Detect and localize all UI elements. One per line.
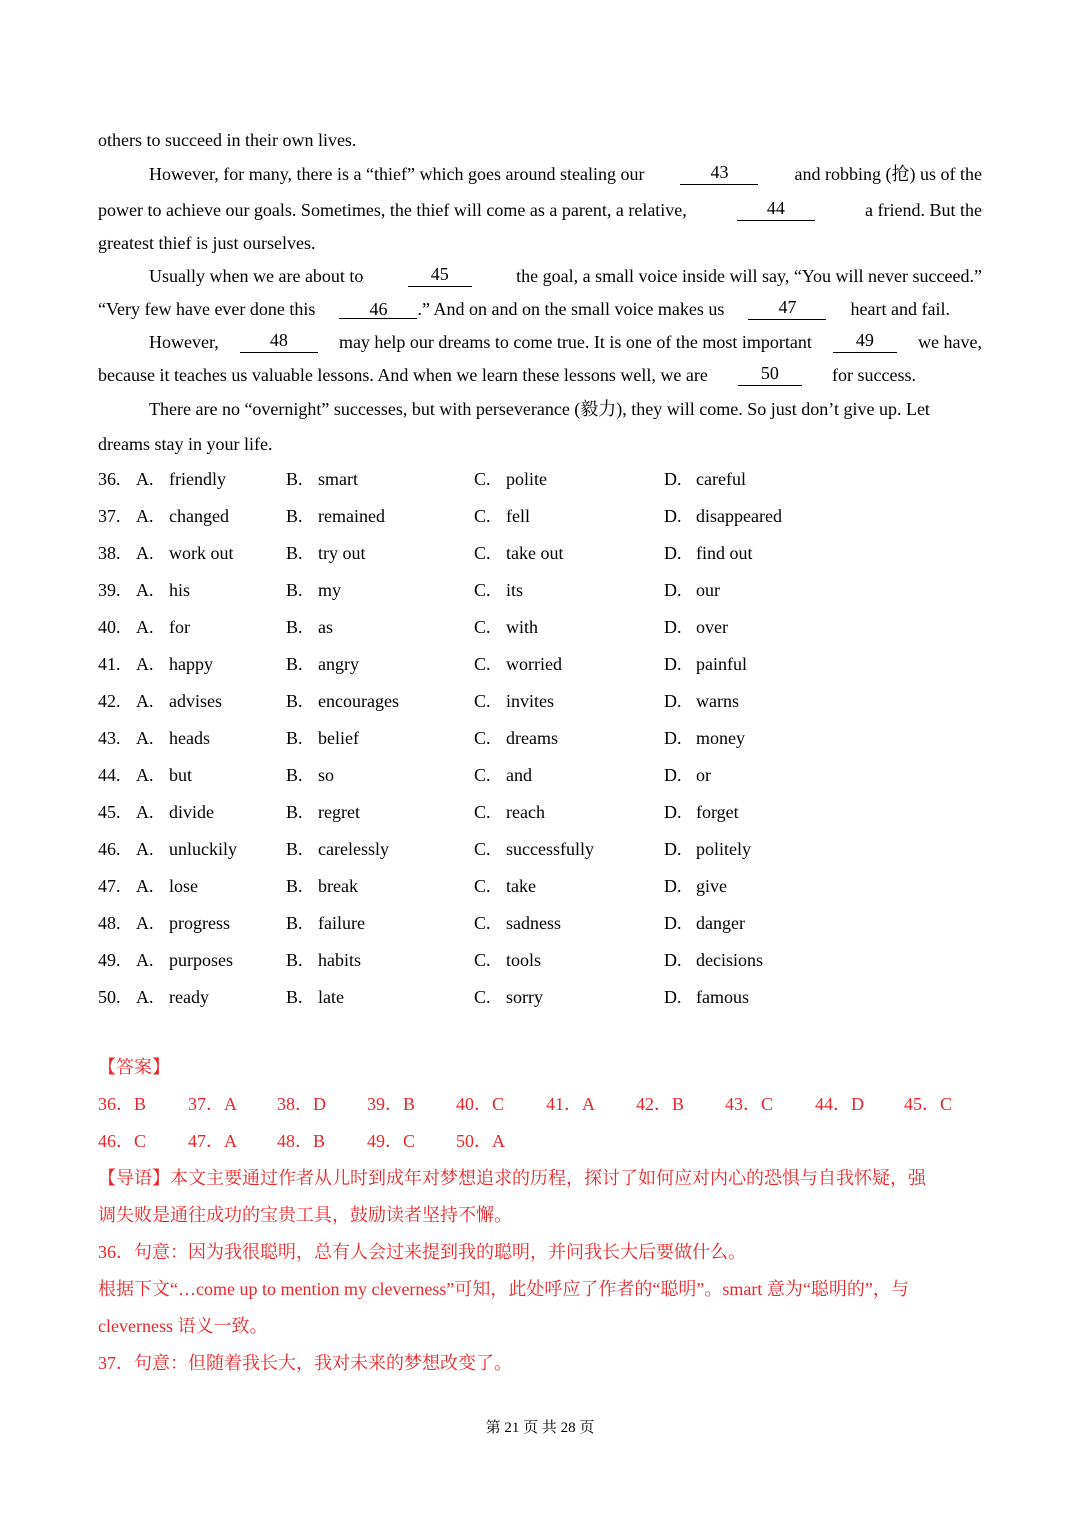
option-text: painful — [696, 654, 747, 674]
option-text: progress — [169, 913, 230, 933]
blank-50: 50 — [738, 364, 802, 386]
answer-item: 44．D — [815, 1094, 864, 1114]
option-letter: D. — [664, 839, 682, 859]
option-text: changed — [169, 506, 229, 526]
option-letter: B. — [286, 580, 303, 600]
question-number: 42. — [98, 691, 121, 711]
option-letter: D. — [664, 876, 682, 896]
option-text: unluckily — [169, 839, 237, 859]
option-text: and — [506, 765, 532, 785]
option-letter: A. — [136, 987, 154, 1007]
option-text: his — [169, 580, 191, 600]
option-letter: A. — [136, 728, 154, 748]
option-text: purposes — [169, 950, 233, 970]
option-letter: D. — [664, 765, 682, 785]
question-number: 49. — [98, 950, 121, 970]
option-text: our — [696, 580, 720, 600]
option-text: sadness — [506, 913, 561, 933]
option-text: dreams — [506, 728, 558, 748]
option-letter: D. — [664, 654, 682, 674]
option-letter: C. — [474, 654, 491, 674]
blank-49: 49 — [833, 331, 897, 353]
option-letter: A. — [136, 506, 154, 526]
option-letter: A. — [136, 913, 154, 933]
option-letter: B. — [286, 987, 303, 1007]
question-number: 41. — [98, 654, 121, 674]
blank-44: 44 — [737, 199, 815, 221]
option-text: forget — [696, 802, 739, 822]
option-text: as — [318, 617, 333, 637]
option-text: carelessly — [318, 839, 389, 859]
answer-item: 38．D — [277, 1094, 326, 1114]
option-text: famous — [696, 987, 749, 1007]
option-letter: A. — [136, 765, 154, 785]
blank-47: 47 — [748, 298, 826, 320]
option-text: disappeared — [696, 506, 782, 526]
option-letter: B. — [286, 765, 303, 785]
question-number: 40. — [98, 617, 121, 637]
option-text: tools — [506, 950, 542, 970]
option-letter: A. — [136, 876, 154, 896]
option-letter: C. — [474, 506, 491, 526]
option-text: late — [318, 987, 344, 1007]
option-text: take — [506, 876, 536, 896]
passage-line: Usually when we are about to 45 the goal, a small voice inside will say, “You will never succeed.” — [149, 264, 982, 286]
option-text: break — [318, 876, 358, 896]
option-letter: D. — [664, 543, 682, 563]
option-letter: B. — [286, 913, 303, 933]
option-text: but — [169, 765, 193, 785]
answer-item: 37．A — [188, 1094, 237, 1114]
option-text: decisions — [696, 950, 763, 970]
answer-item: 47．A — [188, 1131, 237, 1151]
option-text: or — [696, 765, 711, 785]
option-letter: A. — [136, 469, 154, 489]
option-letter: A. — [136, 580, 154, 600]
option-letter: B. — [286, 654, 303, 674]
question-number: 44. — [98, 765, 121, 785]
option-letter: D. — [664, 728, 682, 748]
option-text: its — [506, 580, 524, 600]
option-letter: B. — [286, 506, 303, 526]
passage-line: because it teaches us valuable lessons. And when we learn these lessons well, we are 50 for success. — [98, 363, 916, 385]
answer-item: 45．C — [904, 1094, 953, 1114]
question-number: 36. — [98, 469, 121, 489]
passage-line: However, for many, there is a “thief” which goes around stealing our 43 and robbing (抢) us of the — [149, 162, 982, 184]
option-text: divide — [169, 802, 214, 822]
option-letter: A. — [136, 543, 154, 563]
option-letter: B. — [286, 469, 303, 489]
analysis-line: 36．句意：因为我很聪明，总有人会过来提到我的聪明，并问我长大后要做什么。 — [98, 1242, 746, 1262]
option-text: danger — [696, 913, 745, 933]
option-letter: C. — [474, 469, 491, 489]
option-letter: D. — [664, 580, 682, 600]
option-text: sorry — [506, 987, 543, 1007]
blank-48: 48 — [240, 331, 318, 353]
blank-43: 43 — [680, 163, 758, 185]
option-text: with — [506, 617, 539, 637]
option-letter: B. — [286, 691, 303, 711]
option-text: warns — [696, 691, 739, 711]
question-number: 43. — [98, 728, 121, 748]
option-letter: D. — [664, 987, 682, 1007]
option-text: work out — [169, 543, 234, 563]
analysis-line: 37．句意：但随着我长大，我对未来的梦想改变了。 — [98, 1353, 512, 1373]
option-letter: C. — [474, 802, 491, 822]
option-text: money — [696, 728, 745, 748]
option-text: try out — [318, 543, 366, 563]
question-number: 38. — [98, 543, 121, 563]
option-text: friendly — [169, 469, 226, 489]
option-text: angry — [318, 654, 359, 674]
option-text: fell — [506, 506, 530, 526]
guide-text: 调失败是通往成功的宝贵工具，鼓励读者坚持不懈。 — [98, 1205, 512, 1225]
analysis-line: 根据下文“…come up to mention my cleverness”可知，此处呼应了作者的“聪明”。smart 意为“聪明的”，与 — [98, 1279, 909, 1299]
option-text: worried — [506, 654, 562, 674]
option-letter: B. — [286, 802, 303, 822]
blank-46: 46 — [339, 300, 417, 319]
option-text: remained — [318, 506, 385, 526]
option-text: careful — [696, 469, 746, 489]
option-text: give — [696, 876, 727, 896]
option-letter: C. — [474, 728, 491, 748]
passage-line: greatest thief is just ourselves. — [98, 233, 316, 253]
answer-item: 40．C — [456, 1094, 505, 1114]
option-text: so — [318, 765, 335, 785]
option-letter: C. — [474, 617, 491, 637]
option-text: ready — [169, 987, 209, 1007]
analysis-line: cleverness 语义一致。 — [98, 1316, 268, 1336]
option-letter: C. — [474, 950, 491, 970]
passage-line: dreams stay in your life. — [98, 434, 273, 454]
option-letter: D. — [664, 802, 682, 822]
option-text: regret — [318, 802, 360, 822]
passage-line: “Very few have ever done this 46 .” And on and on the small voice makes us 47 heart and fail. — [98, 297, 950, 319]
passage-line: power to achieve our goals. Sometimes, the thief will come as a parent, a relative, 44 a friend. But the — [98, 198, 982, 220]
passage-line: However, 48 may help our dreams to come true. It is one of the most important 49 we have, — [149, 330, 982, 352]
answer-item: 42．B — [636, 1094, 685, 1114]
option-text: lose — [169, 876, 198, 896]
option-text: reach — [506, 802, 545, 822]
option-letter: C. — [474, 691, 491, 711]
option-text: over — [696, 617, 728, 637]
answer-item: 49．C — [367, 1131, 416, 1151]
answer-item: 36．B — [98, 1094, 147, 1114]
passage-line: There are no “overnight” successes, but with perseverance (毅力), they will come. So just don’t give up. Let — [149, 399, 930, 419]
option-text: advises — [169, 691, 222, 711]
option-letter: D. — [664, 950, 682, 970]
option-text: take out — [506, 543, 564, 563]
option-text: habits — [318, 950, 361, 970]
option-text: heads — [169, 728, 210, 748]
option-letter: D. — [664, 913, 682, 933]
option-letter: C. — [474, 987, 491, 1007]
option-letter: C. — [474, 580, 491, 600]
answer-item: 41．A — [546, 1094, 595, 1114]
answer-item: 46．C — [98, 1131, 147, 1151]
option-letter: C. — [474, 765, 491, 785]
option-letter: A. — [136, 617, 154, 637]
option-letter: A. — [136, 950, 154, 970]
option-text: polite — [506, 469, 547, 489]
option-letter: D. — [664, 617, 682, 637]
option-text: politely — [696, 839, 751, 859]
option-letter: A. — [136, 839, 154, 859]
option-letter: A. — [136, 691, 154, 711]
option-text: encourages — [318, 691, 399, 711]
option-letter: C. — [474, 876, 491, 896]
option-text: invites — [506, 691, 554, 711]
option-letter: A. — [136, 802, 154, 822]
option-text: happy — [169, 654, 213, 674]
guide-text: 【导语】本文主要通过作者从儿时到成年对梦想追求的历程，探讨了如何应对内心的恐惧与自我怀疑，强 — [98, 1168, 926, 1188]
answer-item: 39．B — [367, 1094, 416, 1114]
option-text: my — [318, 580, 342, 600]
option-text: failure — [318, 913, 365, 933]
option-text: find out — [696, 543, 753, 563]
option-letter: A. — [136, 654, 154, 674]
option-letter: B. — [286, 876, 303, 896]
option-letter: B. — [286, 728, 303, 748]
option-letter: D. — [664, 691, 682, 711]
option-text: successfully — [506, 839, 594, 859]
question-number: 48. — [98, 913, 121, 933]
option-text: for — [169, 617, 190, 637]
option-letter: B. — [286, 543, 303, 563]
question-number: 50. — [98, 987, 121, 1007]
passage-line: others to succeed in their own lives. — [98, 130, 357, 150]
question-number: 37. — [98, 506, 121, 526]
page-footer: 第 21 页 共 28 页 — [485, 1420, 595, 1436]
answer-item: 50．A — [456, 1131, 505, 1151]
option-letter: C. — [474, 543, 491, 563]
answer-heading: 【答案】 — [98, 1057, 170, 1077]
question-number: 39. — [98, 580, 121, 600]
option-letter: D. — [664, 469, 682, 489]
blank-45: 45 — [408, 265, 472, 287]
option-letter: B. — [286, 617, 303, 637]
answer-item: 43．C — [725, 1094, 774, 1114]
option-letter: B. — [286, 839, 303, 859]
question-number: 46. — [98, 839, 121, 859]
option-letter: B. — [286, 950, 303, 970]
option-letter: C. — [474, 913, 491, 933]
question-number: 45. — [98, 802, 121, 822]
option-text: belief — [318, 728, 359, 748]
option-letter: C. — [474, 839, 491, 859]
answer-item: 48．B — [277, 1131, 326, 1151]
option-text: smart — [318, 469, 358, 489]
question-number: 47. — [98, 876, 121, 896]
option-letter: D. — [664, 506, 682, 526]
